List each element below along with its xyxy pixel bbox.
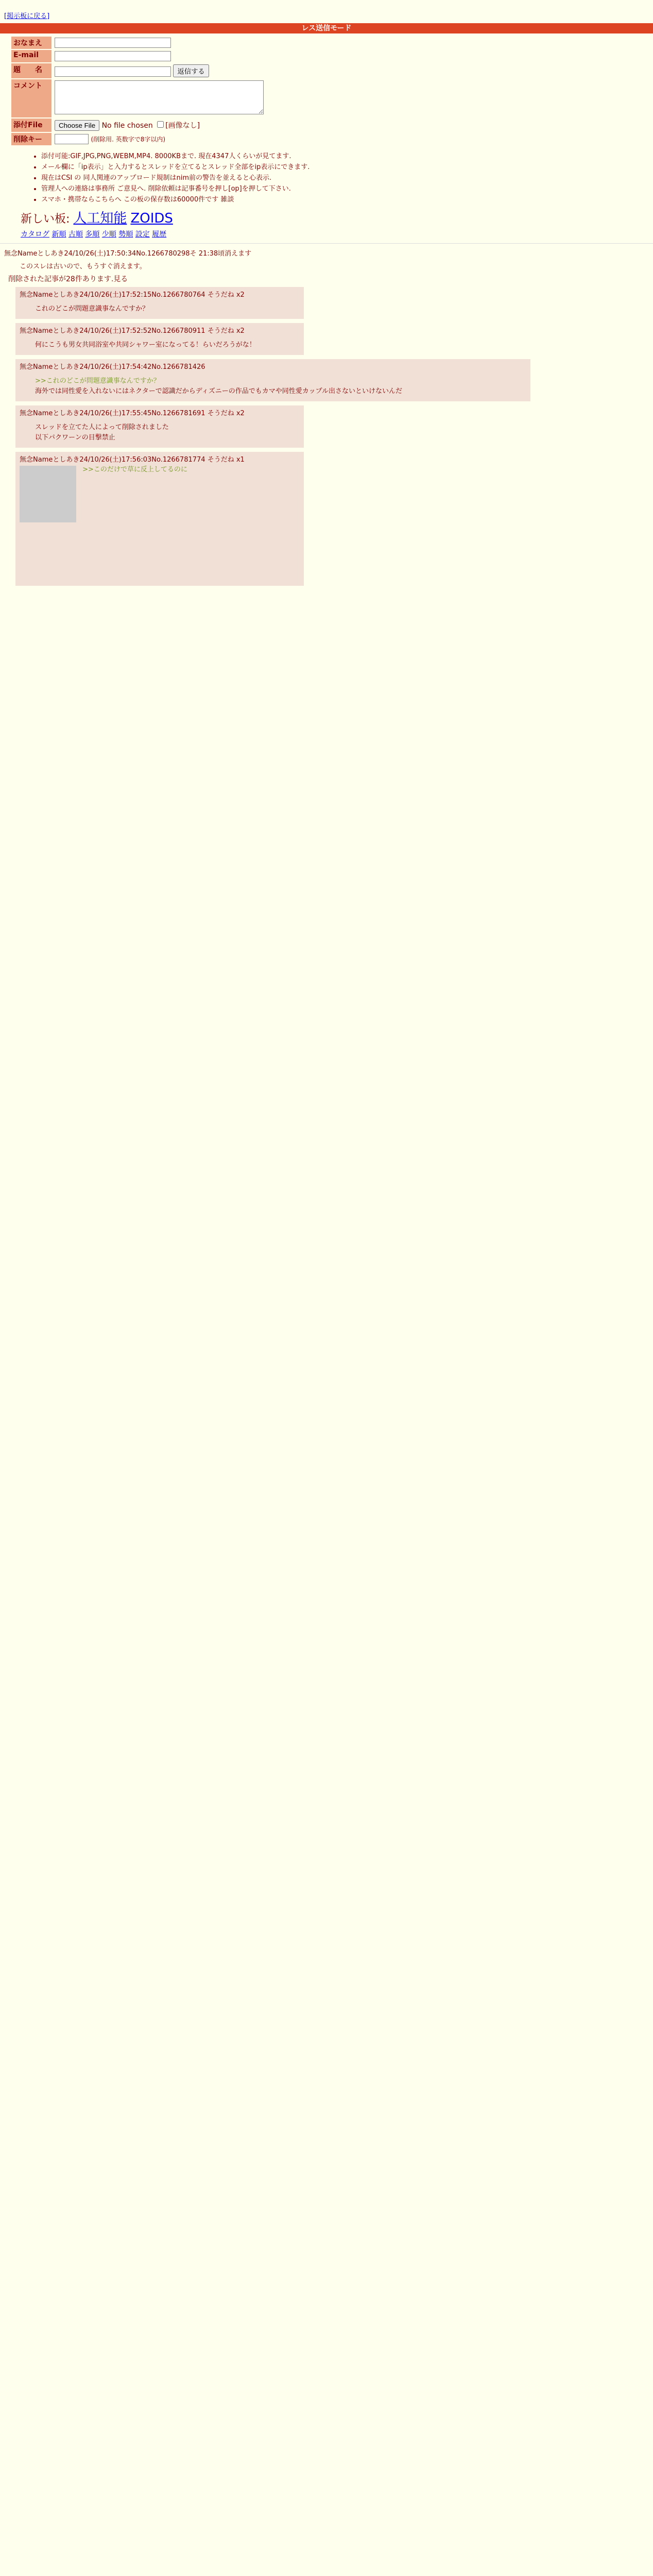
post-form	[10, 36, 643, 146]
reply-body	[35, 422, 298, 443]
email-input[interactable]	[55, 51, 171, 61]
reply-box	[15, 405, 304, 448]
reply-header: 無念Nameとしあき24/10/26(土)17:55:45No.1266781691 そうだね x2	[20, 410, 245, 417]
reply-body: これのどこが問題意識事なんですか？	[35, 305, 149, 313]
new-board-link-2[interactable]: ZOIDS	[130, 211, 173, 226]
rules-list	[21, 150, 643, 204]
delkey-label: 削除キー	[11, 133, 51, 145]
file-status: No file chosen	[101, 122, 153, 130]
file-label: 添付File	[11, 118, 51, 132]
op-post	[4, 248, 649, 284]
history-link[interactable]: 履歴	[152, 230, 167, 239]
catalog-link[interactable]: カタログ	[21, 230, 49, 239]
mode-label: レス送信モード	[301, 24, 352, 32]
reply-quote: >>このだけで草に反上してるのに	[82, 466, 187, 473]
sort-momentum-link[interactable]: 勢順	[118, 230, 133, 239]
divider	[0, 243, 653, 244]
submit-button[interactable]: 返信する	[173, 64, 209, 77]
reply-line: 海外では同性愛を入れないにはネクターで認識だからディズニーの作品でもカマや同性愛カップル出さないといけないんだ	[35, 387, 403, 395]
name-input[interactable]	[55, 38, 171, 48]
reply-box	[15, 359, 530, 401]
form-table	[10, 36, 267, 146]
choose-file-button[interactable]: Choose File	[55, 120, 99, 131]
new-board-line	[21, 208, 632, 227]
nofile-checkbox[interactable]	[157, 121, 164, 128]
rule-item: • メール欄に「ip表示」と入力するとスレッドを立てるとスレッド全部をip表示にできます.	[41, 161, 643, 171]
reply-header: 無念Nameとしあき24/10/26(土)17:52:15No.1266780764 そうだね x2	[20, 291, 245, 299]
reply-box	[15, 323, 304, 355]
op-body: このスレは古いので、もうすぐ消えます。	[20, 263, 146, 270]
reply-line: 以下パクワーンの目撃禁止	[35, 434, 115, 442]
reply-body: 何にこうも男女共同浴室や共同シャワー室になってる！らいだろうがな！	[35, 341, 256, 349]
nofile-label: [画像なし]	[165, 122, 200, 130]
delkey-note: (削除用. 英数字で8字以内)	[91, 135, 166, 143]
reply-line: スレッドを立てた人によって削除されました	[35, 423, 169, 431]
deleted-note: 削除された記事が28件あります.見る	[8, 275, 128, 283]
back-to-board-link[interactable]: [掲示板に戻る]	[4, 12, 50, 20]
reply-box	[15, 452, 304, 586]
reply-header: 無念Nameとしあき24/10/26(土)17:56:03No.1266781774 そうだね x1	[20, 456, 245, 464]
reply-header: 無念Nameとしあき24/10/26(土)17:52:52No.1266780911 そうだね x2	[20, 327, 245, 335]
subject-input[interactable]	[55, 66, 171, 77]
comment-textarea[interactable]	[55, 80, 264, 114]
mode-banner	[0, 23, 653, 33]
reply-quote: >>これのどこが問題意識事なんですか？	[35, 377, 160, 385]
subject-label: 題 名	[11, 63, 51, 78]
rule-item: • スマホ・携帯ならこちらへ この板の保存数は60000件です 雑談	[41, 194, 643, 204]
comment-label: コメント	[11, 79, 51, 117]
catalog-links	[21, 229, 632, 239]
op-header: 無念Nameとしあき24/10/26(土)17:50:34No.1266780298そ 21:38頃消えます	[4, 250, 252, 258]
reply-box	[15, 287, 304, 319]
delkey-input[interactable]	[55, 134, 89, 144]
rule-item: • 管理人への連絡は事務所 ご意見へ. 削除依頼は記事番号を押し[op]を押して下さい.	[41, 183, 643, 193]
new-board-prefix: 新しい板:	[21, 213, 70, 226]
email-label: E-mail	[11, 50, 51, 62]
name-label: おなまえ	[11, 37, 51, 49]
reply-header: 無念Nameとしあき24/10/26(土)17:54:42No.1266781426	[20, 363, 205, 371]
top-nav	[0, 0, 653, 20]
rule-item: • 添付可能:GIF,JPG,PNG,WEBM,MP4. 8000KBまで. 現在4347人くらいが見てます.	[41, 150, 643, 160]
sort-old-link[interactable]: 古順	[68, 230, 83, 239]
reply-body	[35, 376, 524, 397]
sort-few-link[interactable]: 少順	[101, 230, 116, 239]
sort-many-link[interactable]: 多順	[85, 230, 100, 239]
rule-item: • 現在はCSI の 同人関連のアップロード規制はnim前の警告を並えると心表示.	[41, 172, 643, 182]
settings-link[interactable]: 設定	[135, 230, 150, 239]
replies-container	[0, 287, 653, 905]
sort-new-link[interactable]: 新順	[51, 230, 66, 239]
new-board-link[interactable]: 人工知能	[73, 211, 127, 226]
reply-image[interactable]	[20, 466, 76, 522]
